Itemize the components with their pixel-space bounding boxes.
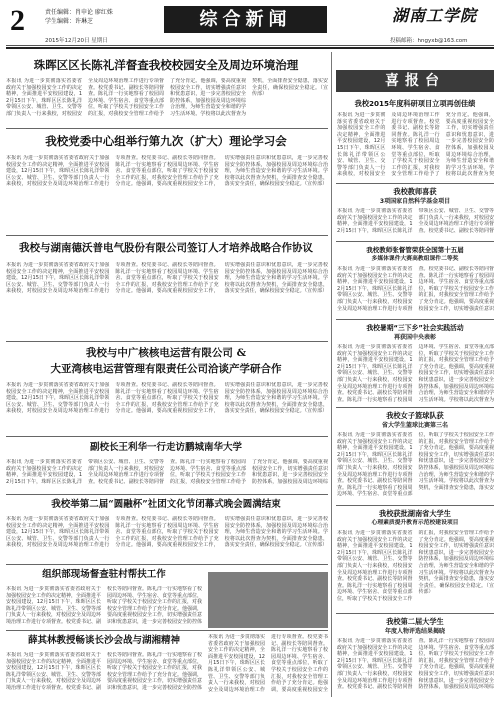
- sidebar-item-subtitle: 年度人物评选结果揭晓: [384, 628, 445, 635]
- article-divider: [6, 630, 328, 631]
- sidebar-item-title: 我校第二届大学生: [386, 617, 444, 626]
- article-divider: [6, 128, 328, 129]
- sidebar-item-subtitle: 3项国家自然科学基金项目: [379, 198, 451, 205]
- sidebar-item-body: 本报讯 为进一步贯彻落实省委省政府关于加强校园安全工作的决定精神，全面推进平安校园建设，12月15日下午，珠晖区区长陈礼洋带领区公安、城管、卫生、交警等部门负责人一行来我校，对校园安全及周边环境治理工作进行专项督查。校党委书记、副校长等陪同督查。陈礼洋一行实地察看了校园周边环境、学生宿舍、食堂等重点部位，听取了学校关于校园安全工作的汇报，对我校安全管理工作给予了充分肯定。他强调，要高度重视校园安全工作，切实增强责任意识和忧患意识，进一步完善校园安全防控体系，加强校园及周边环境综合治理，为师生营造安全和谐的学习生活环境。学校将以此次督查为: [337, 344, 494, 403]
- masthead-rule: [6, 45, 494, 46]
- article-divider: [6, 235, 328, 236]
- article-body: 本报讯 为进一步贯彻落实省委省政府关于加强校园安全工作的决定精神，全面推进平安校园建设，12月15日下午，珠晖区区长陈礼洋带领区公安、城管、卫生、交警等部门负责人一行来我校，对校园安全及周边环境治理工作进行专项督查。校党委书记、副校长等陪同督查。陈礼洋一行实地察看了校园周边环境、学生宿舍、食堂等重点部位，听取了学校关于校园安全工作的汇报，对我校安全管理工作给予了充分肯定。他强调，要高度重视校园安全工作，切实增强责任意识和忧患意识，进一步完善校园安全防控体系，加强校园及周边环境综合治理，为师生营造安全和谐的学习生活环境。学校将以此次督查为契机，全面排查安全隐患，落实安全责任，确保校园安全稳定。（宣传部）: [6, 516, 328, 549]
- sidebar-item-title: 我校教师张督管荣获全国第十五届: [366, 246, 464, 254]
- sidebar-item-body: 本报讯 为进一步贯彻落实省委省政府关于加强校园安全工作的决定精神，全面推进平安校园建设，12月15日下午，珠晖区区长陈礼洋带领区公安、城管、卫生、交警等部门负责人一行来我校，对校园安全及周边环境治理工作进行专项督查。校党委书记、副校长等陪同督查。陈礼洋一行实地察看了校园周边环境、学生宿舍、食堂等重点部位，听取了学校关于校园安全工作的汇报，对我校安全管理工作给予了充分肯定。他强调，要高度重视校园安全工作，切实增强责任意识和忧患意识，进一步完善校园安全防控体系，加强校园及周边环境综合治理，为师生营造安全和谐的学习生活环境。学校将以此次督查为契: [337, 112, 494, 178]
- article-headline: 我校举第二届“圆融杯”社团文化节闭幕式晚会圆满结束: [51, 499, 281, 510]
- sidebar-item-body: 本报讯 为进一步贯彻落实省委省政府关于加强校园安全工作的决定精神，全面推进平安校园建设，12月15日下午，珠晖区区长陈礼洋带领区公安、城管、卫生、交警等部门负责人一行来我校，对校园安全及周边环境治理工作进行专项督查。校党委书记、副校长等陪同督: [337, 208, 494, 234]
- sidebar-item-body: 本报讯 为进一步贯彻落实省委省政府关于加强校园安全工作的决定精神，全面推进平安校园建设，12月15日下午，珠晖区区长陈礼洋带领区公安、城管、卫生、交警等部门负责人一行来我校，对校园安全及周边环境治理工作进行专项督查。校党委书记、副校长等陪同督查。陈礼洋一行实地察看了校园周边环境、学生宿舍、食堂等重点部位，听取了学校关于校园安全工作的汇报，对我校安全管理工作给予了充分肯定。他强调，要高度重视校园安全工作，切实增强责任意识: [337, 266, 494, 312]
- column-divider: [331, 52, 332, 697]
- article-headline: 薛其林教授畅谈长沙会战与湖湘精神: [27, 635, 180, 646]
- sidebar-divider: [336, 613, 494, 614]
- sidebar-item-body: 本报讯 为进一步贯彻落实省委省政府关于加强校园安全工作的决定精神，全面推进平安校园建设，12月15日下午，珠晖区区长陈礼洋带领区公安、城管、卫生、交警等部门负责人一行来我校，对校园安全及周边环境治理工作进行专项督查。校党委书记、副校长等陪同督查。陈礼洋一行实地察看了校园周边环境、学生宿舍、食堂等重点部位，听取了学校关于校园安全工作的汇报，对我校安全管理工作给予了充分肯定。他强调，要高度重视校园安全工作，切实增强责任意识和忧患意识，进一步完善校园安全防控体系，加强校园及周边环境综合治理，为师生营造安全和谐的学习生活环境。学校将以此次督查为契机，全面排查安全隐患，落实安: [337, 432, 494, 498]
- newspaper-logo: 湖南工学院: [392, 6, 478, 25]
- article-headline: 副校长王利华一行走访鹏城南华大学: [89, 442, 242, 453]
- sidebar-item-title: 我校暑期“三下乡”社会实践活动: [366, 324, 464, 332]
- article-body: 本报讯 为进一步贯彻落实省委省政府关于加强校园安全工作的决定精神，全面推进平安校园建设，12月15日下午，珠晖区区长陈礼洋带领区公安、城管、卫生、交警等部门负责人一行来我校，对校园安全及周边环境治理工作进行专项督查。校党委书记、副校长等陪同督查。陈礼洋一行实地察看了校园周边环境、学生宿舍、食堂等重点部位，听取了学校关于校园安全工作的汇报，对我校安全管理工作给予了充分肯定。他强调，要高度重视校园安全工作，切实增强责任意识和忧患意识，进一步完善校园安全防控体系，加强校园及周边环境综合治理，为师生营造安全和谐的学习生活环境。学校将以此次督查为契机，全面排查安全隐患，落实安全责任，确保校园安全稳定。（宣传部）: [6, 78, 328, 117]
- article-divider: [6, 564, 328, 565]
- sidebar-header: 喜报台: [336, 70, 494, 92]
- article-body: 本报讯 为进一步贯彻落实省委省政府关于加强校园安全工作的决定精神，全面推进平安校园建设，12月15日下午，珠晖区区长陈礼洋带领区公安、城管、卫生、交警等部门负责人一行来我校，对校园安全及周边环境治理工作进行专项督查。校党委书记、副校长等陪同督查。陈礼洋一行实地察看了校园周边环境、学生宿舍、食堂等重点部位，听取了学校关于校园安全工作的汇报，对我校安全管理工作给予了充分肯定。他强调，要高度重视校园安全工作，切实增强责任意识和忧患意识，进一步完善校园安全防控体系，加强校园及周边环境综合治理，为师生营造安全和谐的学习生活环境。学校将以此次督查为契机，全面排查安全隐患，落实安全责任，确保校园安全稳定。（宣传部）: [6, 382, 328, 415]
- article-body: 本报讯 为进一步贯彻落实省委省政府关于加强校园安全工作的决定精神，全面推进平安校园建设，12月15日下午，珠晖区区长陈礼洋带领区公安、城管、卫生、交警等部门负责人一行来我校，对校园安全及周边环境治理工作进行专项督查。校党委书记、副校长等陪同督查。陈礼洋一行实地察看了校园周边环境、学生宿舍、食堂等重点部位，听取了学校关于校园安全工作的汇报，对我校安全管理工作给予了充分肯定。他强调，要高度重视校园安全工作，切实增强责任意识和忧患意识，进一步完善校园安全防控体系，加强校园及周边环境综合治理，为师生营造安全和谐的学习生活环境。学校将以此次督查为契机，全面排查安全隐患，落实安全责任，确保校园安全稳定。（宣传部）: [6, 262, 328, 295]
- editor-line: 学生编辑：许琳芝: [45, 18, 94, 25]
- sidebar-divider: [336, 183, 494, 184]
- issue-date: 2015年12月20日 星期日: [45, 38, 108, 44]
- editor-credits: [45, 8, 113, 26]
- sidebar-divider: [336, 319, 494, 320]
- article-photo: [208, 572, 328, 628]
- sidebar-item-title: 我校教师喜获: [393, 187, 437, 196]
- sidebar-item-subtitle: 心理素质提升教育示范校建设项目: [371, 520, 459, 526]
- article-headline: 组织部现场督查驻村帮扶工作: [42, 569, 166, 580]
- article-divider: [6, 494, 328, 495]
- sidebar-item-body: 本报讯 为进一步贯彻落实省委省政府关于加强校园安全工作的决定精神，全面推进平安校园建设，12月15日下午，珠晖区区长陈礼洋带领区公安、城管、卫生、交警等部门负责人一行来我校，对校园安全及周边环境治理工作进行专项督查。校党委书记、副校长等陪同督查。陈礼洋一行实地察看了校园周边环境、学生宿舍、食堂等重点部位，听取了学校关于校园安全工作的汇报，对我校安全管理工作给予了充分肯定。他强调，要高度重视校园安全工作，切实增强责任意识和忧患意识，进一步完善校园安全防控体系，加强校园及周边环境综合治理，为师生营造安全和谐的学习生活环境。学校将以此次督查为契机，全面排查安全隐患，落实安全责任，确保校园安全稳定。（宣传部）: [337, 530, 494, 602]
- sidebar-item-subtitle: 省大学生篮球比赛第三名: [381, 422, 448, 429]
- sidebar-item-body: 本报讯 为进一步贯彻落实省委省政府关于加强校园安全工作的决定精神，全面推进平安校园建设，12月15日下午，珠晖区区长陈礼洋带领区公安、城管、卫生、交警等部门负责人一行来我校，对校园安全及周边环境治理工作进行专项督查。校党委书记、副校长等陪同督查。陈礼洋一行实地察看了校园周边环境、学生宿舍、食堂等重点部位，听取了学校关于校园安全工作的汇报，对我校安全管理工作给予了充分肯定。他强调，要高度重视校园安全工作，切实增强责任意识和忧患意识，进一步完善校园安全防控体系，加强校园及周边环境综: [337, 638, 494, 691]
- article-divider: [6, 436, 328, 437]
- article-body: 本报讯 为进一步贯彻落实省委省政府关于加强校园安全工作的决定精神，全面推进平安校园建设，12月15日下午，珠晖区区长陈礼洋带领区公安、城管、卫生、交警等部门负责人一行来我校，对校园安全及周边环境治理工作进行专项督查。校党委书记、副校长等陪同督查。陈礼洋一行实地察看了校园周边环境、学生宿舍、食堂等重点部位，听取了学校关于校园安全工作的汇报，对我校安全管理工作给予了充分肯定。他强调，要高度重视校园安全工作，切实增强责任意识和忧患意识，进一步完善校园安全防控体系，加强校园及周边环境综合治理，为师生营造安全和谐的学习生活环境。学校将以此次督查为契机，全面排查安全隐患，落实安全责任，确保校园安全稳定。（宣传部）: [6, 155, 328, 188]
- sidebar-divider: [336, 241, 494, 242]
- section-title: 综合新闻: [164, 6, 327, 33]
- article-headline: 我校与湖南德沃普电气股份有限公司签订人才培养战略合作协议: [19, 242, 313, 254]
- sidebar-item-title: 我校获批湖南省大学生: [379, 509, 451, 518]
- sidebar-item-subtitle: 再获国中央表彰: [393, 334, 436, 341]
- article-body: 本报讯 为进一步贯彻落实省委省政府关于加强校园安全工作的决定精神，全面推进平安校园建设，12月15日下午，珠晖区区长陈礼洋带领区公安、城管、卫生、交警等部门负责人一行来我校，对校园安全及周边环境治理工作进行专项督查。校党委书记、副校长等陪同督查。陈礼洋一行实地察看了校园周边环境、学生宿舍、食堂等重点部位，听取了学校关于校园安全工作的汇报，对我校安全管理工作给予了充分肯定。他强调，要高度重视校园安全工作，切实增强责任意识和忧患意识，进一步完善校园安全防控体: [6, 586, 202, 625]
- article-divider: [6, 341, 328, 342]
- page-number: 2: [10, 4, 25, 37]
- article-body: 本报讯 为进一步贯彻落实省委省政府关于加强校园安全工作的决定精神，全面推进平安校园建设，12月15日下午，珠晖区区长陈礼洋带领区公安、城管、卫生、交警等部门负责人一行来我校，对校园安全及周边环境治理工作进行专项督查。校党委书记、副校长等陪同督查。陈礼洋一行实地察看了校园周边环境、学生宿舍、食堂等重点部位，听取了学校关于校园安全工作的汇报，对我校安全管理工作给予了充分肯定。他强调，要高度重视校园安全: [208, 634, 328, 693]
- editor-line: 责任编辑：肖申论 廖红姝: [45, 9, 113, 16]
- sidebar-divider: [336, 505, 494, 506]
- article-headline: 珠晖区区长陈礼洋督查我校校园安全及周边环境治理: [33, 58, 299, 72]
- masthead-rule-thick: [6, 47, 494, 49]
- sidebar-item-title: 我校2015年度科研项目立项再创佳绩: [354, 99, 476, 108]
- article-body: 本报讯 为进一步贯彻落实省委省政府关于加强校园安全工作的决定精神，全面推进平安校园建设，12月15日下午，珠晖区区长陈礼洋带领区公安、城管、卫生、交警等部门负责人一行来我校，对校园安全及周边环境治理工作进行专项督查。校党委书记、副校长等陪同督查。陈礼洋一行实地察看了校园周边环境、学生宿舍、食堂等重点部位，听取了学校关于校园安全工作的汇报，对我校安全管理工作给予了充分肯定。他强调，要高度重视校园安全工作，切实增强责任意识和忧患意识，进一步完善校园安全防控体: [6, 652, 202, 691]
- article-headline: 我校与中广核核电运营有限公司 &: [85, 347, 247, 359]
- sidebar-divider: [336, 407, 494, 408]
- article-headline: 我校党委中心组举行第九次（扩大）理论学习会: [45, 134, 287, 148]
- sidebar-item-subtitle: 多媒体课件大赛高教组课件二等奖: [371, 256, 459, 262]
- article-body: 本报讯 为进一步贯彻落实省委省政府关于加强校园安全工作的决定精神，全面推进平安校园建设，12月15日下午，珠晖区区长陈礼洋带领区公安、城管、卫生、交警等部门负责人一行来我校，对校园安全及周边环境治理工作进行专项督查。校党委书记、副校长等陪同督查。陈礼洋一行实地察看了校园周边环境、学生宿舍、食堂等重点部位，听取了学校关于校园安全工作的汇报，对我校安全管理工作给予了充分肯定。他强调，要高度重视校园安全工作，切实增强责任意识和忧患意识，进一步完善校园安全防控体系，加强校园及周边环境综: [6, 459, 328, 485]
- masthead: [0, 0, 500, 54]
- article-headline: 大亚湾核电运营管理有限责任公司洽谈产学研合作: [50, 363, 282, 375]
- sidebar-item-title: 我校女子篮球队获: [386, 411, 444, 420]
- submission-email: 投稿邮箱：hngyxb@163.com: [390, 38, 468, 44]
